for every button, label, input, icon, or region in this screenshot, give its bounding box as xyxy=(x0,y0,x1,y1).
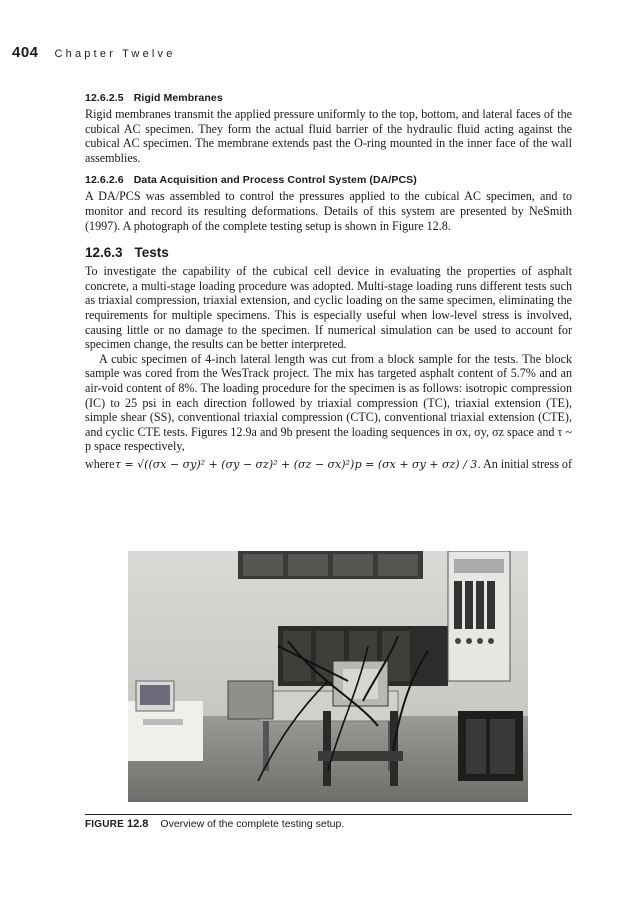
section-title: Data Acquisition and Process Control System (DA/PCS) xyxy=(133,174,417,187)
section-heading xyxy=(85,174,572,187)
section-daq xyxy=(85,174,572,233)
section-heading xyxy=(85,92,572,105)
figure-label: FIGURE xyxy=(85,819,124,830)
formula-p: p = (σx + σy + σz) / 3 xyxy=(354,457,478,471)
formula-tau: τ = √((σx − σy)² + (σy − σz)² + (σz − σx)²) xyxy=(114,457,355,471)
formula-where: where xyxy=(85,456,115,471)
chapter-title: Chapter Twelve xyxy=(54,48,176,60)
section-title: Rigid Membranes xyxy=(133,92,223,104)
section-heading xyxy=(85,245,572,261)
caption-rule xyxy=(85,814,572,815)
paragraph: Rigid membranes transmit the applied pressure uniformly to the top, bottom, and lateral faces of the cubical AC specimen. They form the actual fluid barrier of the hydraulic fluid acting against the cubical AC specimen. The membrane extends past the O-ring mounted in the inner face of the wall assemblies. xyxy=(85,107,572,165)
section-number: 12.6.2.6 xyxy=(85,174,124,187)
formula-tail: . An initial stress of xyxy=(477,456,572,471)
page-body xyxy=(85,92,572,483)
formula-line xyxy=(85,455,572,474)
section-tests xyxy=(85,245,572,474)
paragraph: A cubic specimen of 4-inch lateral length was cut from a block sample for the tests. The block sample was cored from the WesTrack project. The mix has targeted asphalt content of 5.7% and an air-void content of 8%. The loading procedure for the specimen is as follows: isotropic compression (IC) to 25 psi in each direction followed by triaxial compression (TC), triaxial extension (TE), simple shear (SS), conventional triaxial compression (CTC), conventional triaxial extension (CTE), and cyclic CTE tests. Figures 12.9a and 9b present the loading sequences in σx, σy, σz space and τ ~ p space respectively, xyxy=(85,351,572,454)
figure-caption-text: Overview of the complete testing setup. xyxy=(160,818,345,830)
paragraph: To investigate the capability of the cubical cell device in evaluating the properties of asphalt concrete, a multi-stage loading procedure was adopted. Multi-stage loading runs different tests such as triaxial compression, triaxial extension, and cyclic loading on the same specimen, eliminating the requirements for multiple specimens. This is especially useful when low-level stress is involved, causing little or no damage to the specimen. If numerical simulation can be used to account for specimen change, the results can be better interpreted. xyxy=(85,264,572,352)
running-head xyxy=(12,44,176,60)
lab-setup-photo xyxy=(128,551,528,802)
page-number: 404 xyxy=(12,44,39,61)
figure-photo xyxy=(128,551,528,802)
paragraph: A DA/PCS was assembled to control the pressures applied to the cubical AC specimen, and to monitor and record its resulting deformations. Details of this system are presented by NeSmith (1997). A photograph of the complete testing setup is shown in Figure 12.8. xyxy=(85,189,572,233)
figure-number: 12.8 xyxy=(126,818,149,830)
section-number: 12.6.3 xyxy=(85,245,123,261)
section-number: 12.6.2.5 xyxy=(85,92,124,104)
section-rigid-membranes xyxy=(85,92,572,165)
section-title: Tests xyxy=(134,245,169,261)
figure-caption xyxy=(85,818,344,830)
